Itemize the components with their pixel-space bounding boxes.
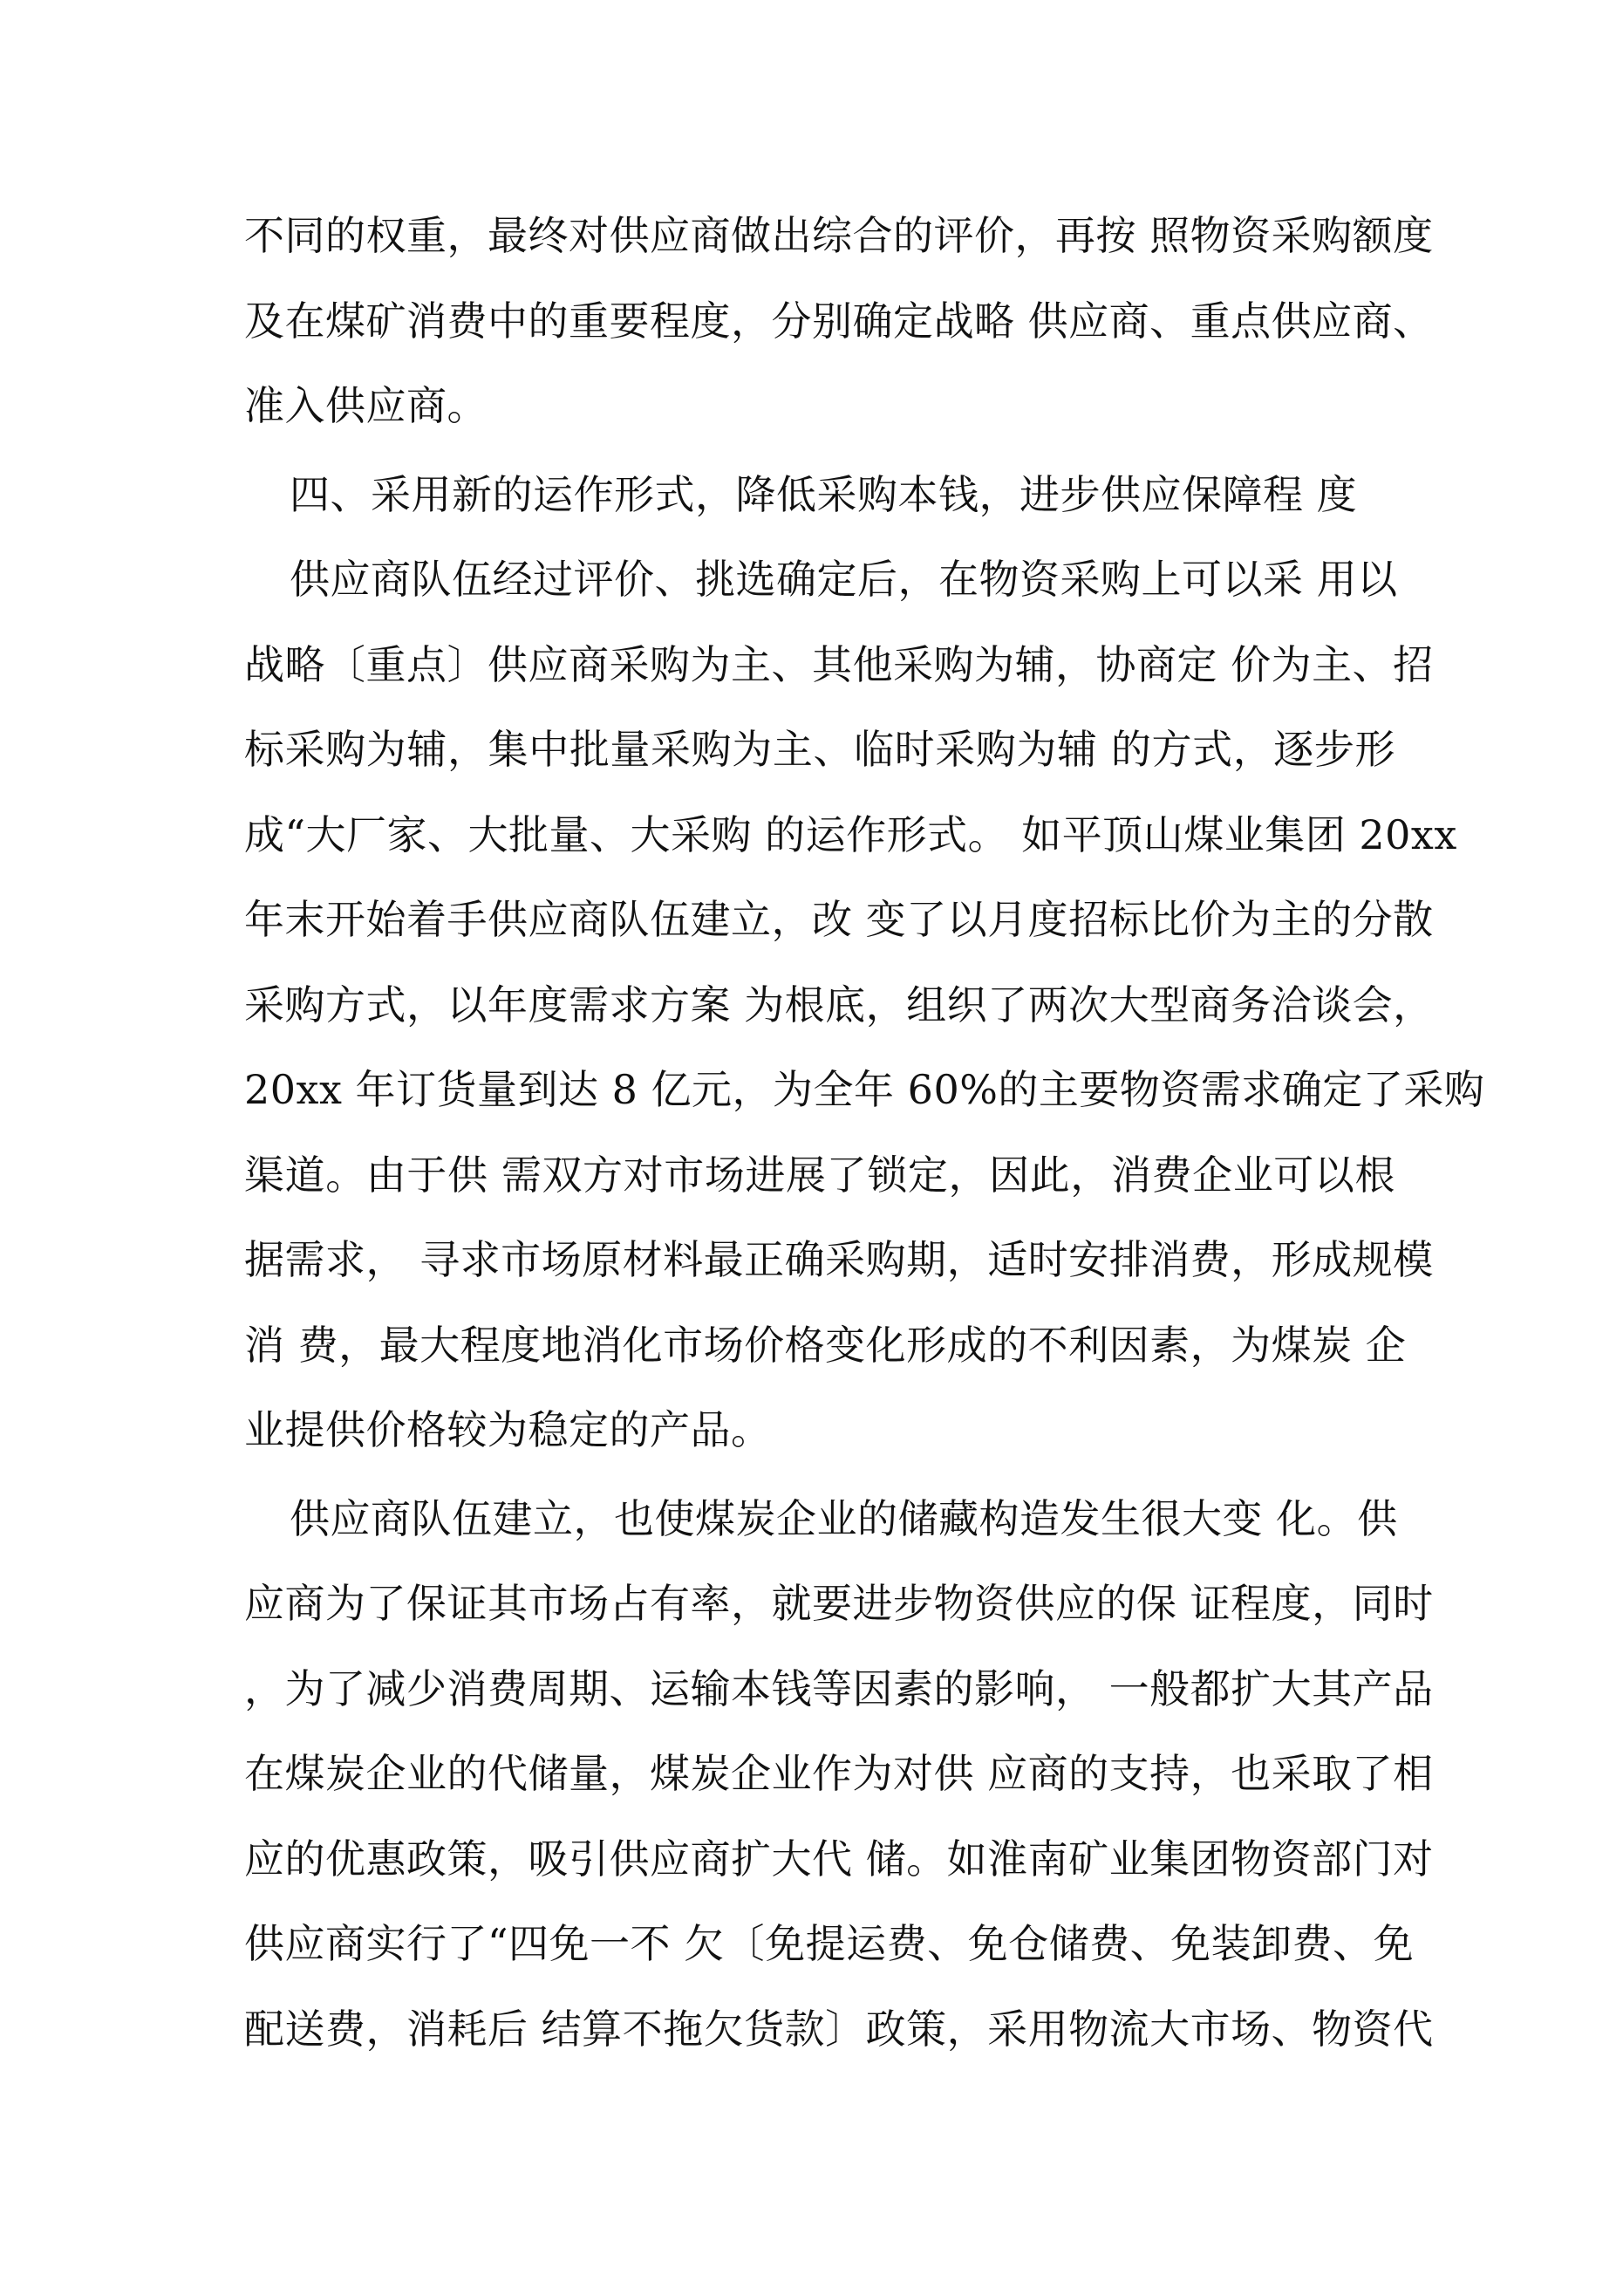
text-line: 在煤炭企业的代储量，煤炭企业作为对供 应商的支持，也采取了相 (244, 1750, 1434, 1797)
text-line: 配送费，消耗后 结算不拖欠货款〕政策，采用物流大市场、物资代 (244, 2005, 1434, 2053)
text-line: 据需求， 寻求市场原材料最正确采购期，适时安排消费，形成规模 (244, 1236, 1434, 1283)
text-line: 业提供价格较为稳定的产品。 (244, 1406, 772, 1453)
text-line: 准入供应商。 (244, 382, 488, 429)
section-heading: 四、采用新的运作形式，降低采购本钱，进步供应保障程 度 (290, 470, 1358, 518)
text-line: 供应商队伍建立，也使煤炭企业的储藏构造发生很大变 化。供 (290, 1494, 1398, 1542)
text-line: 年末开始着手供应商队伍建立，改 变了以月度招标比价为主的分散 (244, 896, 1434, 943)
text-line: 供应商实行了“四免一不 欠〔免提运费、免仓储费、免装卸费、免 (244, 1920, 1415, 1967)
text-line: 供应商队伍经过评价、挑选确定后，在物资采购上可以采 用以 (290, 556, 1398, 603)
text-line: 不同的权重，最终对供应商做出综合的评价，再按 照物资采购额度 (244, 212, 1434, 259)
document-body (244, 194, 1485, 2072)
text-line: 战略〔重点〕供应商采购为主、其他采购为辅，协商定 价为主、招 (244, 640, 1434, 688)
text-line: 成“大厂家、大批量、大采购 的运作形式。 如平顶山煤业集团 20xx (244, 810, 1457, 858)
text-line: 采购方式，以年度需求方案 为根底，组织了两次大型商务洽谈会， (244, 981, 1434, 1028)
text-line: 消 费，最大程度地消化市场价格变化形成的不利因素，为煤炭 企 (244, 1321, 1407, 1369)
text-line: 渠道。由于供 需双方对市场进展了锁定，因此，消费企业可以根 (244, 1151, 1395, 1199)
text-line: 标采购为辅，集中批量采购为主、临时采购为辅 的方式，逐步形 (244, 726, 1395, 773)
text-line: 应商为了保证其市场占有率，就要进步物资供应的保 证程度，同时 (244, 1580, 1434, 1627)
text-line: 20xx 年订货量到达 8 亿元，为全年 60%的主要物资需求确定了采购 (244, 1066, 1485, 1113)
text-line: 及在煤矿消费中的重要程度，分别确定战略 供应商、重点供应商、 (244, 297, 1434, 345)
text-line: ，为了减少消费周期、运输本钱等因素的影响， 一般都扩大其产品 (244, 1664, 1434, 1712)
text-line: 应的优惠政策，吸引供应商扩大代 储。如淮南矿业集团物资部门对 (244, 1835, 1434, 1883)
